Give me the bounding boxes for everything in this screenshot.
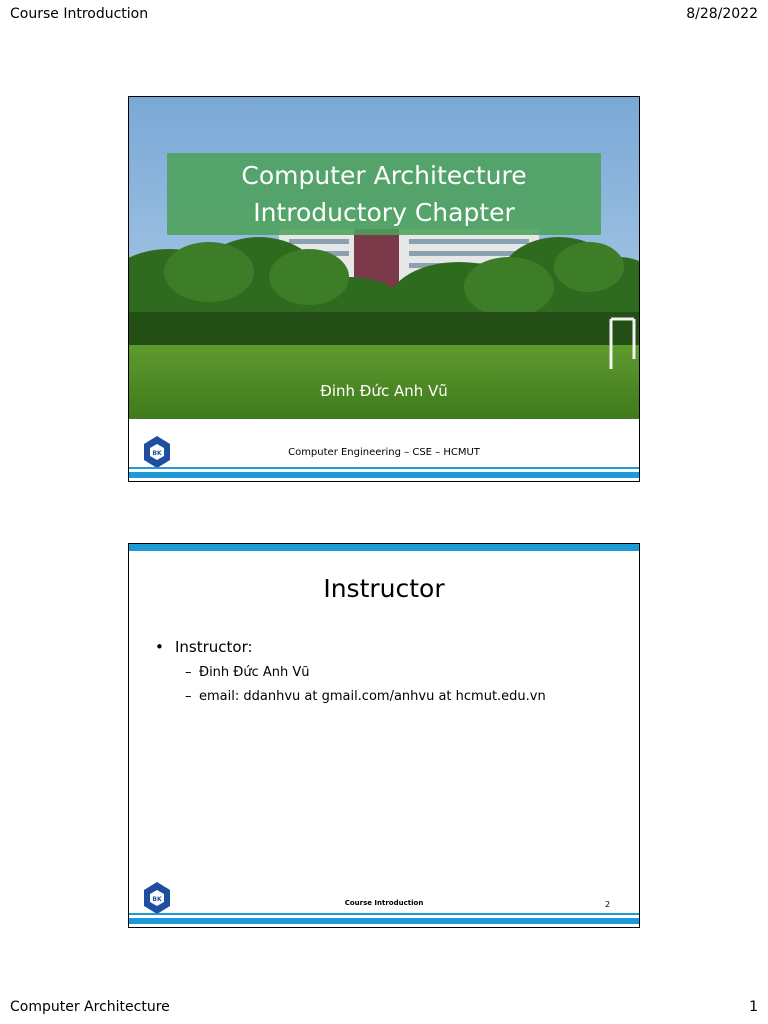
slide-1-footer-text: Computer Engineering – CSE – HCMUT: [288, 447, 480, 458]
slide-1-title-box: [167, 153, 601, 235]
slide-2: [128, 543, 640, 928]
slide-1: [128, 96, 640, 482]
slide-2-sub-item-1: [185, 665, 310, 680]
campus-photo: [129, 97, 639, 419]
slide-2-instructor-name: Đinh Đức Anh Vũ: [199, 665, 310, 680]
slide-2-bullet: [155, 638, 253, 656]
page-header-date: 8/28/2022: [686, 6, 758, 22]
dash-icon: –: [185, 665, 192, 680]
slide-1-author: Đinh Đức Anh Vũ: [320, 382, 448, 400]
slide-2-top-bar: [129, 544, 639, 551]
svg-text:BK: BK: [152, 896, 162, 903]
bk-logo-icon: [141, 881, 173, 915]
slide-1-footer-rule-thick: [129, 472, 639, 478]
slide-2-bullet-text: Instructor:: [175, 638, 253, 656]
bullet-dot-icon: •: [155, 638, 164, 656]
slide-2-footer-text: Course Introduction: [344, 899, 424, 907]
slide-2-sub-item-2: [185, 689, 546, 704]
slide-2-instructor-email: email: ddanhvu at gmail.com/anhvu at hcmut.edu.vn: [199, 689, 546, 704]
page-footer-course: Computer Architecture: [10, 999, 170, 1015]
slide-2-footer-rule-thick: [129, 918, 639, 924]
svg-text:BK: BK: [152, 450, 162, 457]
slide-2-title: Instructor: [323, 574, 445, 603]
slide-1-footer-rule-thin: [129, 467, 639, 469]
slide-1-footer: [129, 419, 639, 481]
slide-2-footer-rule-thin: [129, 913, 639, 915]
slide-1-title-line-1: Computer Architecture: [241, 161, 527, 190]
slide-1-title-line-2: Introductory Chapter: [253, 198, 515, 227]
page-header-title: Course Introduction: [10, 6, 149, 22]
page-footer-number: 1: [749, 999, 758, 1015]
slide-2-page-number: 2: [605, 900, 611, 909]
dash-icon: –: [185, 689, 192, 704]
